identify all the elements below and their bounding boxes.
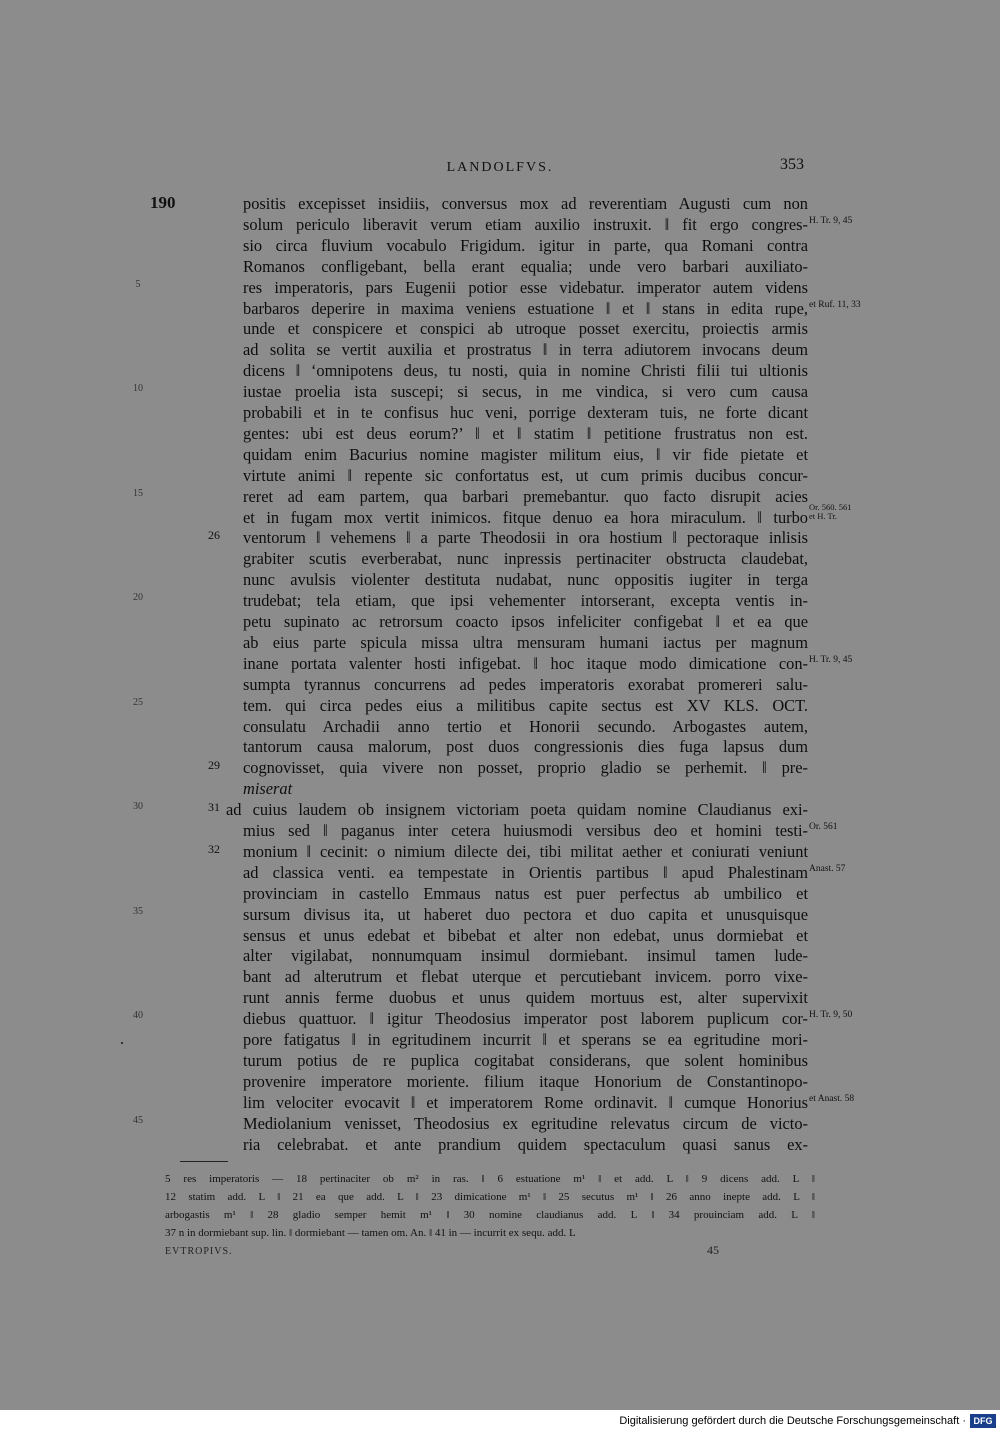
line-number: 35: [133, 905, 143, 917]
line-text: miserat: [243, 779, 293, 799]
line-text: ad solita se vertit auxilia et prostratus ‖ in terra adiutorem invocans deum: [243, 340, 808, 360]
line-number: 40: [133, 1010, 143, 1022]
signature-number: 45: [707, 1243, 719, 1257]
line-text: trudebat; tela etiam, que ipsi vehementer intorserant, excepta ventis in-: [243, 591, 808, 611]
margin-reference: [809, 503, 852, 521]
text-line: [0, 925, 1000, 946]
line-text: monium ‖ cecinit: o nimium dilecte dei, tibi militat aether et coniurati veniunt: [243, 841, 808, 861]
source-line-number: 31: [208, 800, 220, 815]
margin-reference: et Anast. 58: [809, 1093, 855, 1104]
line-text: virtute animi ‖ repente sic confortatus est, ut cum primis ducibus concur-: [243, 465, 808, 485]
text-line: [0, 674, 1000, 695]
line-text: runt annis ferme duobus et unus quidem mortuus est, alter supervixit: [243, 988, 808, 1008]
line-number: 15: [133, 487, 143, 499]
text-line: [0, 318, 1000, 339]
text-line: [0, 632, 1000, 653]
line-text: positis excepisset insidiis, conversus mox ad reverentiam Augusti cum non: [243, 194, 808, 213]
text-line: [0, 501, 1000, 528]
line-text: pore fatigatus ‖ in egritudinem incurrit ‖ et sperans se ea egritudine mori-: [243, 1030, 808, 1049]
text-line: [0, 235, 1000, 256]
line-text: tantorum causa malorum, post duos congressionis dies fuga lapsus dum: [243, 737, 808, 757]
line-text: alter vigilabat, nonnumquam insimul dormiebant. insimul tamen lude-: [243, 946, 808, 966]
text-line: [0, 1008, 1000, 1029]
source-line-number: 26: [208, 528, 220, 543]
line-text: ad classica venti. ea tempestate in Orientis partibus ‖ apud Phalestinam: [243, 862, 808, 882]
line-text: res imperatoris, pars Eugenii potior esse videbatur. imperator autem videns: [243, 277, 808, 297]
text-line: [0, 799, 1000, 820]
text-line: [0, 1113, 1000, 1134]
text-line: [0, 527, 1000, 548]
line-text: cognovisset, quia vivere non posset, proprio gladio se perhemit. ‖ pre-: [243, 758, 808, 778]
text-line: [0, 1092, 1000, 1113]
text-line: [0, 402, 1000, 423]
text-line: [0, 841, 1000, 862]
text-line: [0, 590, 1000, 611]
line-number: 20: [133, 592, 143, 604]
line-number: 5: [135, 278, 141, 290]
funding-credit: Digitalisierung gefördert durch die Deutsche Forschungsgemeinschaft ·: [619, 1415, 966, 1427]
text-line: [0, 1029, 1000, 1050]
dfg-logo: DFG: [970, 1414, 996, 1428]
text-line: [0, 569, 1000, 590]
text-line: [0, 653, 1000, 674]
line-text: sensus et unus edebat et bibebat et alter non edebat, unus dormiebat et: [243, 925, 808, 945]
text-line: [0, 695, 1000, 716]
line-text: dicens ‖ ‘omnipotens deus, tu nosti, quia in nomine Christi filii tui ultionis: [243, 361, 808, 381]
text-line: [0, 778, 1000, 799]
text-line: [0, 465, 1000, 486]
line-text: turum potius de re puplica cogitabat considerans, que solent hominibus: [243, 1050, 808, 1070]
chapter-number: 190: [150, 193, 176, 212]
margin-reference: Or. 561: [809, 822, 838, 832]
line-text: solum periculo liberavit verum etiam auxilio instruxit. ‖ fit ergo congres-: [243, 214, 808, 234]
margin-reference: H. Tr. 9, 45: [809, 215, 853, 226]
line-text: Romanos confligebant, bella erant equalia; unde vero barbari auxiliato-: [243, 256, 808, 276]
text-line: [0, 987, 1000, 1008]
line-text: diebus quattuor. ‖ igitur Theodosius imperator post laborem puplicum cor-: [243, 1009, 808, 1029]
page-number: 353: [780, 156, 804, 173]
footnote-rule: [180, 1161, 228, 1162]
line-text: probabili et in te confisus huc veni, porrige dexteram tuis, ne forte dicant: [243, 403, 808, 422]
line-text: provinciam in castello Emmaus natus est puer perfectus ab umbilico et: [243, 883, 808, 903]
line-text: mius sed ‖ paganus inter cetera huiusmodi versibus deo et homini testi-: [243, 821, 808, 840]
text-line: [0, 548, 1000, 569]
text-line: [0, 1071, 1000, 1092]
line-text: bant ad alterutrum et flebat uterque et percutiebant invicem. porro vixe-: [243, 967, 808, 987]
line-text: ventorum ‖ vehemens ‖ a parte Theodosii in ora hostium ‖ pectoraque inlisis: [243, 528, 808, 548]
line-text: consulatu Archadii anno tertio et Honorii secundo. Arbogastes autem,: [243, 716, 808, 736]
text-line: [0, 277, 1000, 298]
line-text: tem. qui circa pedes eius a militibus capite sectus est XV KLS. OCT.: [243, 695, 808, 715]
text-line: [0, 360, 1000, 381]
text-line: [0, 966, 1000, 987]
text-line: [0, 736, 1000, 757]
signature-title: EVTROPIVS.: [165, 1246, 233, 1257]
footnote-line: arbogastis m¹ ‖ 28 gladio semper hemit m¹ ‖ 30 nomine claudianus add. L ‖ 34 prouinciam add. L ‖: [165, 1209, 815, 1221]
text-line: [0, 256, 1000, 277]
text-line: [0, 883, 1000, 904]
line-text: et in fugam mox vertit inimicos. fitque denuo ea hora miraculum. ‖ turbo: [243, 507, 808, 527]
line-text: ria celebrabat. et ante prandium quidem spectaculum quasi sanus ex-: [243, 1134, 808, 1154]
line-number: 25: [133, 696, 143, 708]
margin-reference: H. Tr. 9, 45: [809, 654, 853, 665]
line-text: grabiter scutis everberabat, nunc inpressis pertinaciter obstructa claudebat,: [243, 549, 808, 569]
text-line: [0, 423, 1000, 444]
text-line: [0, 1134, 1000, 1155]
line-text: sio circa fluvium vocabulo Frigidum. igitur in parte, qua Romani contra: [243, 235, 808, 255]
text-line: [0, 945, 1000, 966]
text-line: [0, 820, 1000, 841]
credit-strip: [0, 1410, 1000, 1434]
text-line: [0, 381, 1000, 402]
line-text: ab eius parte spicula missa ultra mensuram humani iactus per magnum: [243, 632, 808, 652]
line-text: barbaros deperire in maxima veniens estuatione ‖ et ‖ stans in edita rupe,: [243, 298, 808, 318]
margin-reference: H. Tr. 9, 50: [809, 1010, 853, 1021]
text-line: [0, 716, 1000, 737]
line-text: inane portata valenter hosti infigebat. ‖ hoc itaque modo dimicatione con-: [243, 653, 808, 673]
text-line: [0, 1050, 1000, 1071]
text-line: [0, 611, 1000, 632]
text-line: [0, 862, 1000, 883]
margin-reference-line: et H. Tr.: [809, 510, 837, 521]
footnote-line: 5 res imperatoris — 18 pertinaciter ob m² in ras. ‖ 6 estuatione m¹ ‖ et add. L ‖ 9 dicens add. L ‖: [165, 1173, 815, 1185]
line-text: unde et conspicere et conspici ab utroque posset exercitu, proiectis armis: [243, 319, 808, 339]
margin-reference-line: Or. 560. 561: [809, 501, 852, 512]
footnote-line: 12 statim add. L ‖ 21 ea que add. L ‖ 23 dimicatione m¹ ‖ 25 secutus m¹ ‖ 26 anno inepte add. L ‖: [165, 1191, 815, 1203]
footnote-line: 37 n in dormiebant sup. lin. ‖ dormiebant — tamen om. An. ‖ 41 in — incurrit ex sequ. add. L: [165, 1227, 576, 1239]
line-number: 45: [133, 1114, 143, 1126]
text-line: [0, 193, 1000, 214]
text-line: [0, 339, 1000, 360]
text-line: [0, 444, 1000, 465]
line-text: sursum divisus ita, ut haberet duo pectora et duo capita et unusquisque: [243, 904, 808, 924]
apparatus-criticus: [165, 1170, 815, 1242]
line-text: quidam enim Bacurius nomine magister militum eius, ‖ vir fide pietate et: [243, 444, 808, 464]
running-head-title: LANDOLFVS.: [446, 160, 554, 175]
margin-reference: et Ruf. 11, 33: [809, 299, 861, 310]
line-text: gentes: ubi est deus eorum?’ ‖ et ‖ statim ‖ petitione frustratus non est.: [243, 423, 808, 443]
line-text: nunc avulsis violenter destituta nudabat, nunc oppositis iugiter in terga: [243, 570, 808, 590]
text-line: [0, 298, 1000, 319]
source-line-number: 32: [208, 841, 220, 856]
line-text: provenire imperatore moriente. filium itaque Honorium de Constantinopo-: [243, 1071, 808, 1091]
line-text: Mediolanium venisset, Theodosius ex egritudine relevatus circum de victo-: [243, 1113, 808, 1133]
text-line: [0, 904, 1000, 925]
line-text: lim velociter evocavit ‖ et imperatorem Rome ordinavit. ‖ cumque Honorius: [243, 1092, 808, 1112]
line-text: reret ad eam partem, qua barbari premebantur. quo facto disrupit acies: [243, 486, 808, 506]
margin-reference: Anast. 57: [809, 863, 846, 874]
stray-mark: [121, 1042, 123, 1044]
source-line-number: 29: [208, 758, 220, 773]
line-number: 10: [133, 383, 143, 395]
line-text: sumpta tyrannus concurrens ad pedes imperatoris exorabat promereri salu-: [243, 674, 808, 694]
line-number: 30: [133, 801, 143, 813]
line-text: iustae proelia ista suscepi; si secus, in me vindica, si vero cum causa: [243, 382, 808, 402]
text-line: [0, 214, 1000, 235]
text-line: [0, 757, 1000, 778]
line-text: petu supinato ac retrorsum coacto ipsos infeliciter configebat ‖ et ea que: [243, 612, 808, 631]
line-text: ad cuius laudem ob insignem victoriam poeta quidam nomine Claudianus exi-: [226, 800, 808, 820]
